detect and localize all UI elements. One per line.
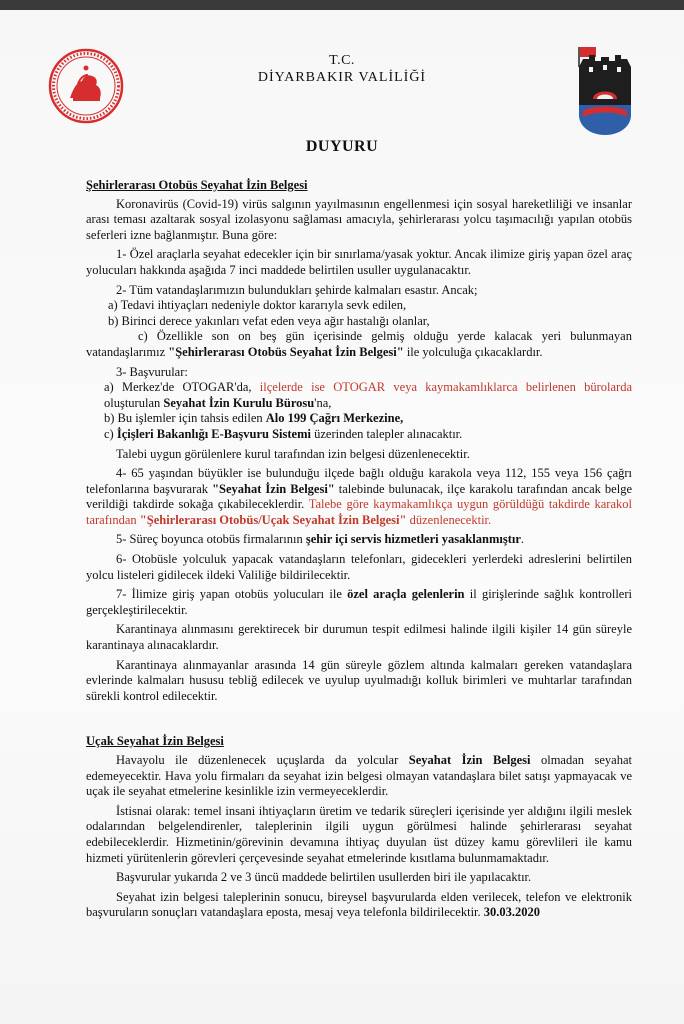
document-header xyxy=(0,52,684,86)
document-body xyxy=(86,178,632,925)
document-title: DUYURU xyxy=(305,138,379,155)
paragraph-intro: Koronavirüs (Covid-19) virüs salgının yayılmasının engellenmesi için sosyal hareketliliği ve insanlar arası teması azaltarak sosyal izolasyonu sağlaması amacıyla, şehirlerarası yolcu taşımacılığı yapılan otobüs seferleri izne bağlanmıştır. Buna göre: xyxy=(86,196,632,242)
section-heading-plane: Uçak Seyahat İzin Belgesi xyxy=(86,734,224,749)
item-3b: b) Bu işlemler için tahsis edilen Alo 199 Çağrı Merkezine, xyxy=(104,411,404,426)
item-3c: c) İçişleri Bakanlığı E-Başvuru Sistemi üzerinden talepler alınacaktır. xyxy=(104,426,463,441)
paragraph-plane-1: Havayolu ile düzenlenecek uçuşlarda da yolcular Seyahat İzin Belgesi olmadan seyahat edemeyecektir. Hava yolu firmaları da seyahat izin belgesi olmayan vatandaşlara bilet satışı yapmayacak ve uçak ile seyahat etmelerine kesinlikle izin vermeyeceklerdir. xyxy=(86,753,632,799)
paragraph-plane-4: Seyahat izin belgesi taleplerinin sonucu, bireysel başvurularda elden verilecek, telefon ve elektronik başvuruların sonuçları vatandaşlara eposta, mesaj veya telefonla bildirilecektir. 30.03.2020 xyxy=(86,889,632,920)
paragraph-plane-3: Başvurular yukarıda 2 ve 3 üncü maddede belirtilen usullerden biri ile yapılacaktır. xyxy=(116,870,532,885)
paragraph-quarantine-1: Karantinaya alınmasını gerektirecek bir durumun tespit edilmesi halinde ilgili kişiler 14 gün süreyle karantinaya alınacaklardır. xyxy=(86,622,632,653)
item-3-note: Talebi uygun görülenlere kurul tarafından izin belgesi düzenlenecektir. xyxy=(116,446,470,461)
item-2b: b) Birinci derece yakınları vefat eden veya ağır hastalığı olanlar, xyxy=(108,313,430,328)
document-date: 30.03.2020 xyxy=(483,905,541,920)
item-7: 7- İlimize giriş yapan otobüs yolucuları ile özel araçla gelenlerin il girişlerinde sağlık kontrolleri gerçekleştirilecektir. xyxy=(86,587,632,617)
section-heading-bus: Şehirlerarası Otobüs Seyahat İzin Belgesi xyxy=(86,178,308,192)
item-1: 1- Özel araçlarla seyahat edecekler için bir sınırlama/yasak yoktur. Ancak ilimize giriş yapan özel araç yolucuları hakkında aşağıda 7 inci maddede belirtilen usuller uygulanacaktır. xyxy=(86,247,632,277)
item-6: 6- Otobüsle yolculuk yapacak vatandaşların telefonları, gidecekleri yerlerdeki adreslerini belirtilen yolcu listeleri gidilecek ildeki Valiliğe bildirilecektir. xyxy=(86,552,632,582)
item-3a: a) Merkez'de OTOGAR'da, ilçelerde ise OTOGAR veya kaymakamlıklarca belirlenen bürolarda oluşturulan Seyahat İzin Kurulu Bürosu'na, xyxy=(104,380,632,410)
document-page xyxy=(0,10,684,1024)
item-2c: c) Özellikle son on beş gün içerisinde gelmiş olduğu yerde kalacak yeri bulunmayan vatandaşlarımız "Şehirlerarası Otobüs Seyahat İzin Belgesi" ile yolculuğa çıkacaklardır. xyxy=(86,329,632,359)
header-line-governorship: DİYARBAKIR VALİLİĞİ xyxy=(257,70,427,85)
paragraph-plane-2: İstisnai olarak: temel insani ihtiyaçların üretim ve tedarik süreçleri içerisinde yer aldığını ilgili meslek odalarından belgelendirenler, taleplerinin ilgili uygun görülmesi halinde şehirlerarası seyahat edebileceklerdir. Hizmetinin/görevinin devamına ihtiyaç duyulan üst düzey kamu görevlileri ile kamu hizmeti yürütenlerin görevleri çerçevesinde seyahat etmelerinde kısıtlama bulunmamaktadır. xyxy=(86,803,632,865)
item-3: 3- Başvurular: xyxy=(116,364,188,379)
item-2a: a) Tedavi ihtiyaçları nedeniyle doktor kararıyla sevk edilen, xyxy=(108,298,407,313)
top-bar xyxy=(0,0,684,10)
section-gap xyxy=(86,708,632,734)
item-4: 4- 65 yaşından büyükler ise bulunduğu ilçede bağlı olduğu karakola veya 112, 155 veya 156 çağrı telefonlarına başvurarak "Seyahat İzin Belgesi" talebinde bulunacak, ilçe karakolu tarafından ancak belge verildiği takdirde sokağa çıkabileceklerdir. Talebe göre kaymakamlıkça uygun görüldüğü takdirde karakol tarafından "Şehirlerarası Otobüs/Uçak Seyahat İzin Belgesi" düzenlenecektir. xyxy=(86,466,632,527)
header-line-tc: T.C. xyxy=(329,53,355,68)
paragraph-quarantine-2: Karantinaya alınmayanlar arasında 14 gün süreyle gözlem altında kalmaları gereken vatandaşlara evlerinde kalmaları hususu tebliğ edilecek ve uyulup uyulmadığı kolluk birimleri ve muhtarlar tarafından sürekli kontrol edilecektir. xyxy=(86,657,632,703)
item-5: 5- Süreç boyunca otobüs firmalarının şehir içi servis hizmetleri yasaklanmıştır. xyxy=(116,532,525,547)
item-2: 2- Tüm vatandaşlarımızın bulundukları şehirde kalmaları esastır. Ancak; xyxy=(116,282,478,297)
